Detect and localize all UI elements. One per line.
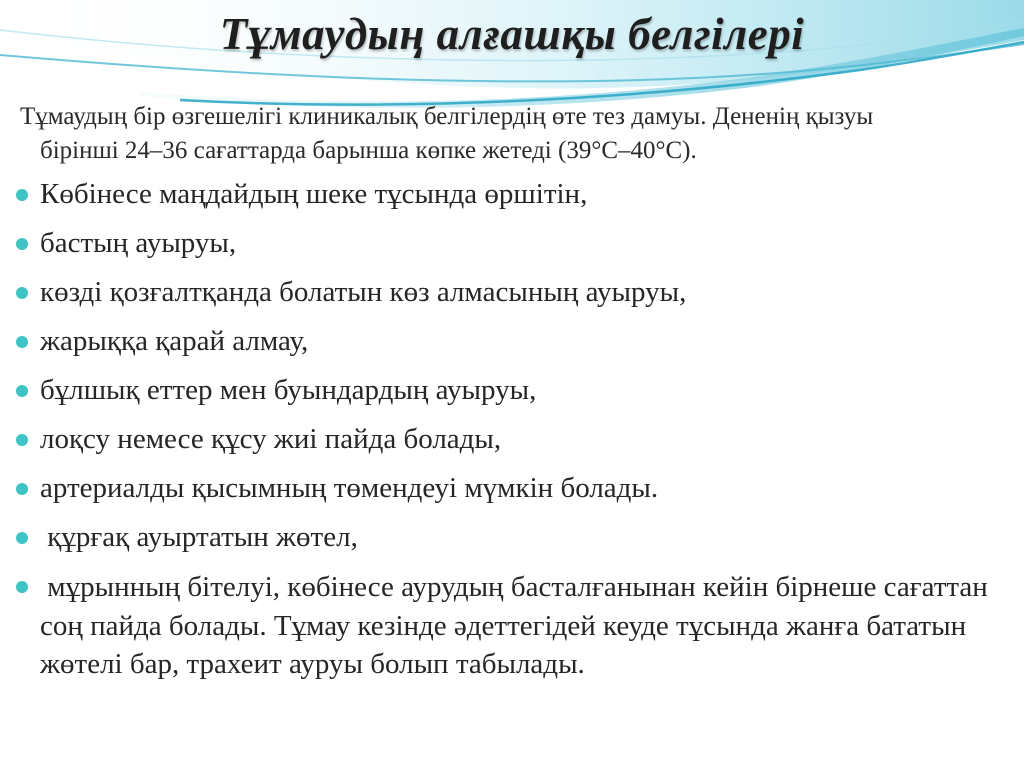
list-item: [10, 274, 1000, 311]
symptom-list: [10, 176, 1000, 696]
list-item-text: бастың ауыруы,: [40, 227, 237, 259]
bullet-dot-icon: [16, 532, 28, 544]
list-item: [10, 519, 1000, 556]
list-item-text: лоқсу немесе құсу жиі пайда болады,: [40, 423, 502, 455]
bullet-dot-icon: [16, 287, 28, 299]
list-item: [10, 421, 1000, 458]
list-item: [10, 470, 1000, 507]
intro-line-1: Тұмаудың бір өзгешелігі клиникалық белгілердің өте тез дамуы. Дененің қызуы: [20, 103, 874, 130]
list-item: [10, 176, 1000, 213]
list-item-text: бұлшық еттер мен буындардың ауыруы,: [40, 374, 537, 406]
list-item-text: артериалды қысымның төмендеуі мүмкін болады.: [40, 472, 659, 504]
list-item-text: Көбінесе маңдайдың шеке тұсында өршітін,: [40, 178, 588, 210]
bullet-dot-icon: [16, 189, 28, 201]
bullet-dot-icon: [16, 483, 28, 495]
list-item: [10, 372, 1000, 409]
slide-title: Тұмаудың алғашқы белгілері: [219, 9, 805, 59]
list-item: [10, 568, 1000, 684]
bullet-dot-icon: [16, 238, 28, 250]
bullet-dot-icon: [16, 385, 28, 397]
bullet-dot-icon: [16, 581, 28, 593]
list-item: [10, 323, 1000, 360]
list-item: [10, 225, 1000, 262]
list-item-text: мұрынның бітелуі, көбінесе аурудың басталғанынан кейін бірнеше сағаттан соң пайда болады. Тұмау кезінде әдеттегідей кеуде тұсында жанға бататын жөтелі бар, трахеит ауруы болып табылады.: [40, 571, 996, 680]
intro-paragraph: [20, 100, 1010, 168]
intro-line-2: бірінші 24–36 сағаттарда барынша көпке жетеді (39°С–40°С).: [40, 137, 697, 164]
list-item-text: көзді қозғалтқанда болатын көз алмасының ауыруы,: [40, 276, 687, 308]
list-item-text: құрғақ ауыртатын жөтел,: [40, 521, 358, 553]
bullet-dot-icon: [16, 434, 28, 446]
list-item-text: жарыққа қарай алмау,: [40, 325, 309, 357]
bullet-dot-icon: [16, 336, 28, 348]
